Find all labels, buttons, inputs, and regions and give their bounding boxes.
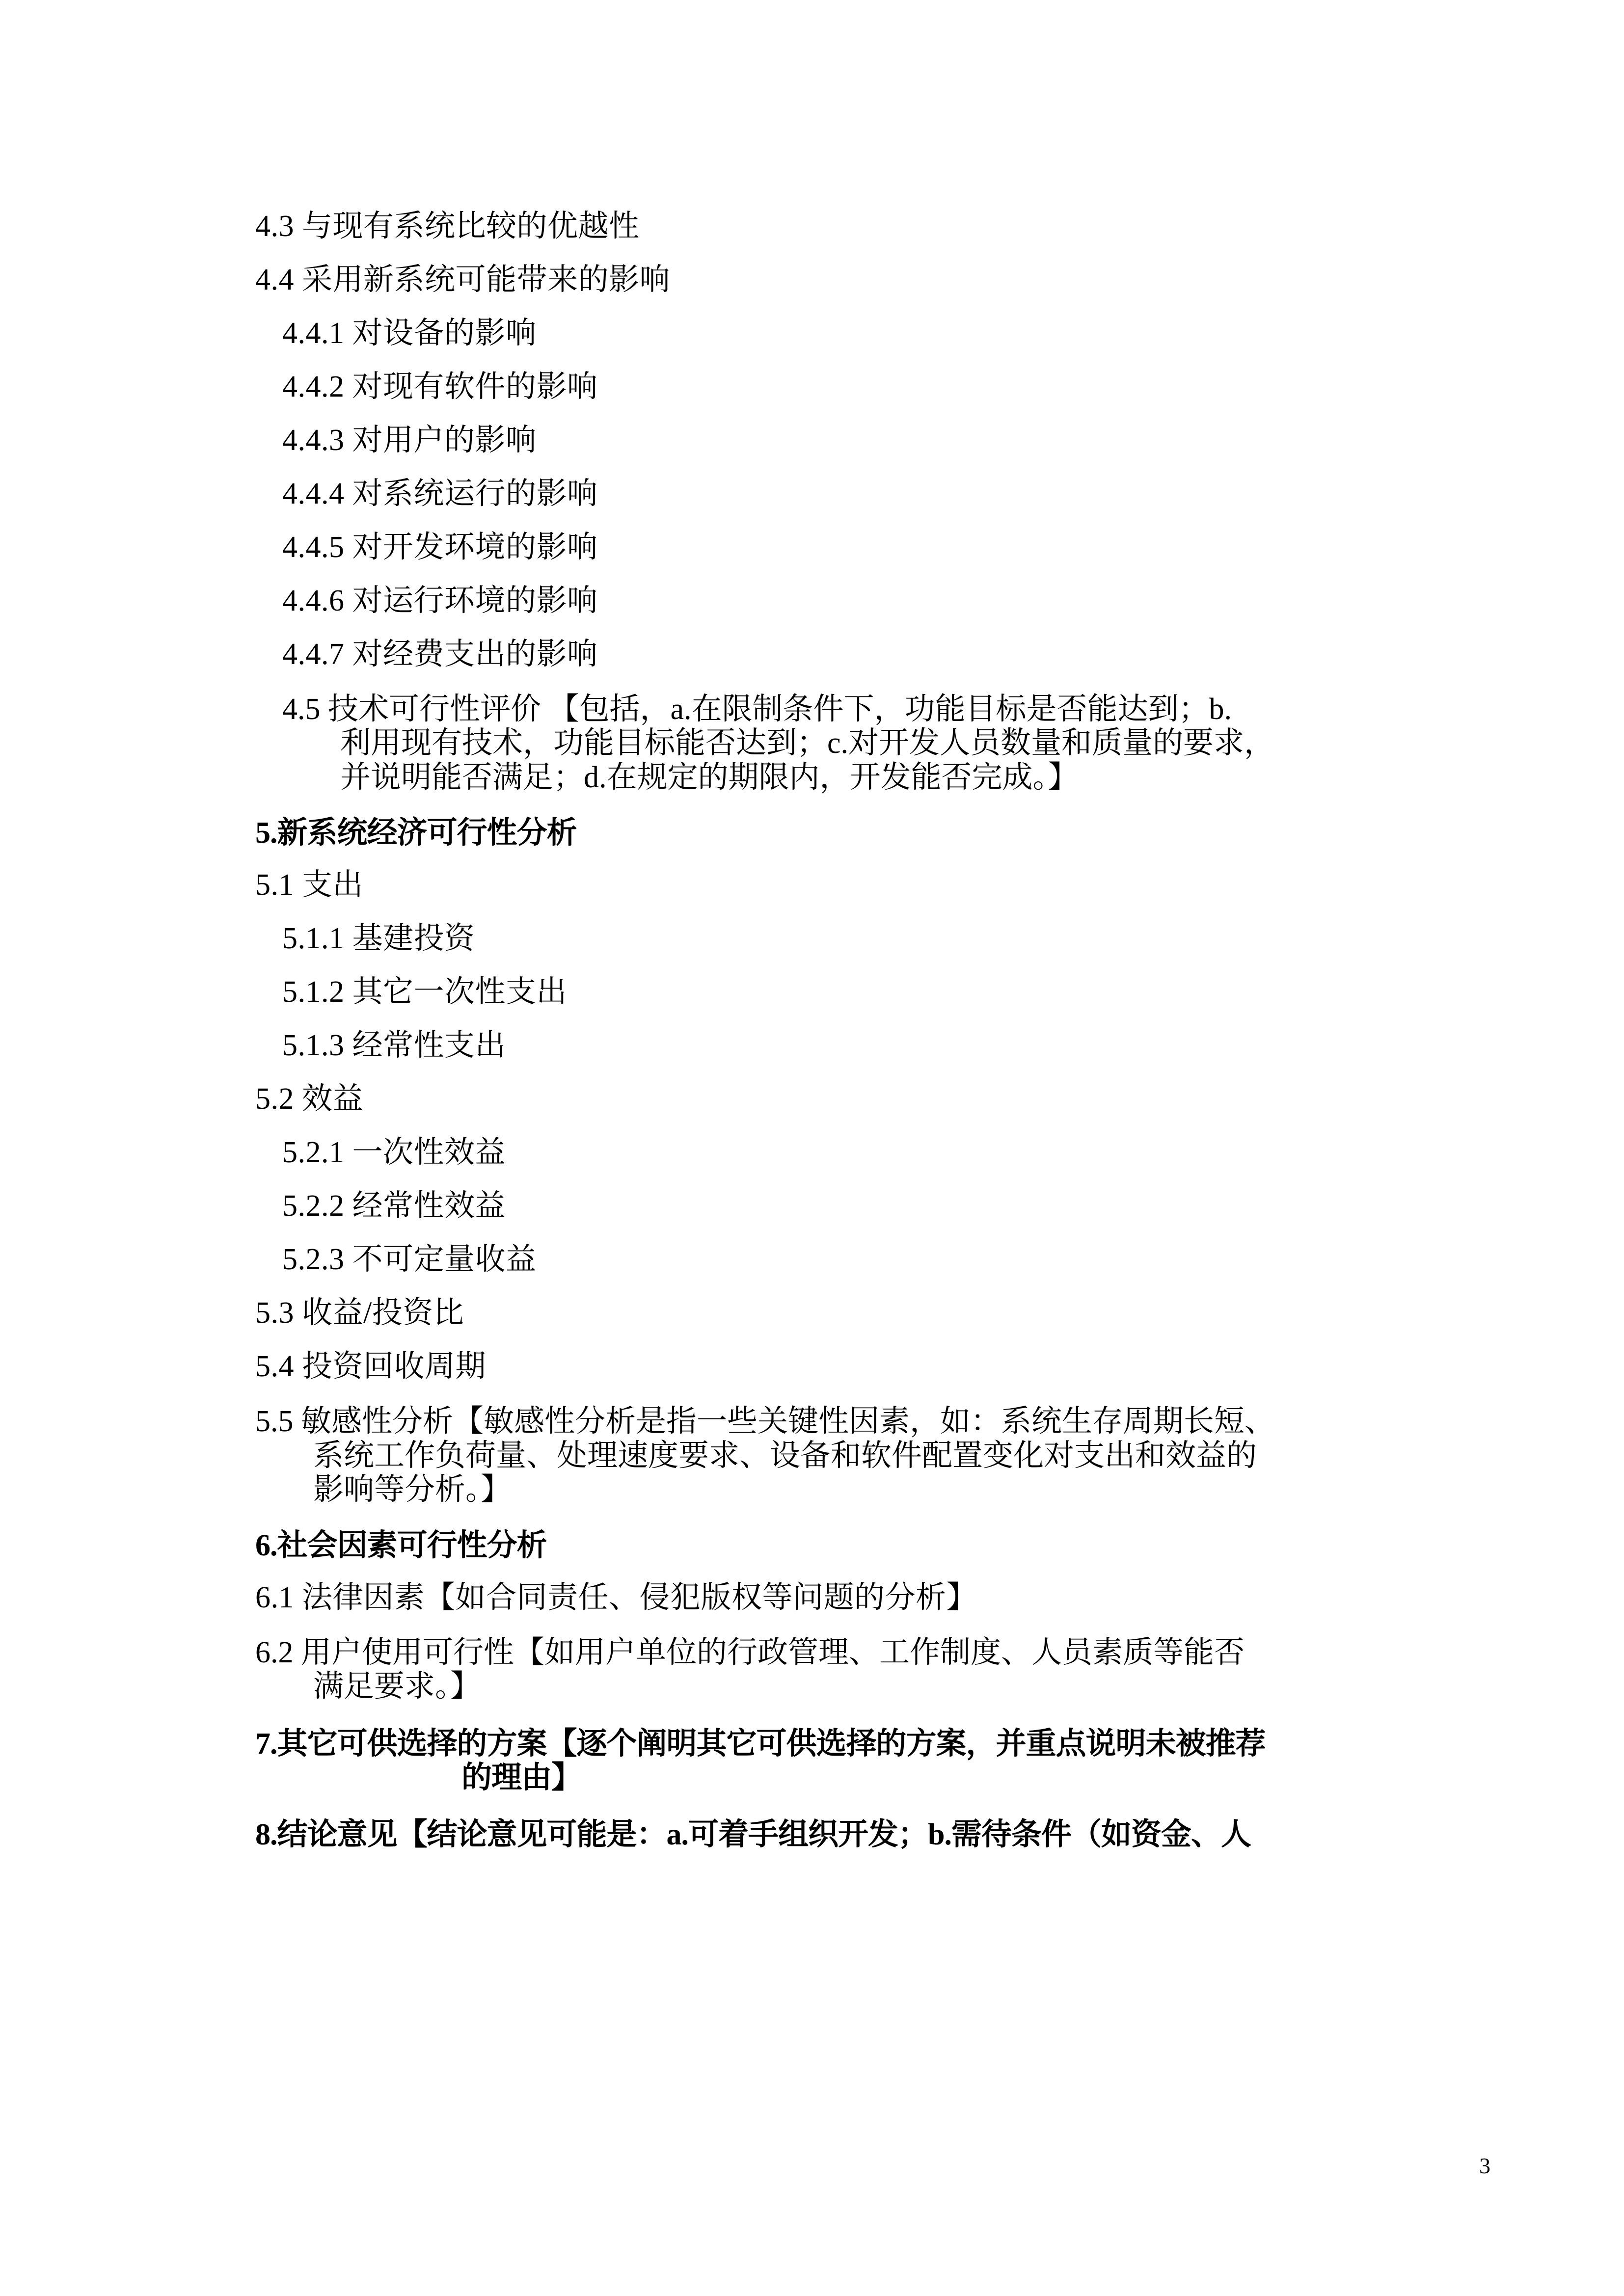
outline-item-5-1-3: 5.1.3 经常性支出 [282, 1029, 506, 1063]
outline-item-6-1: 6.1 法律因素【如合同责任、侵犯版权等问题的分析】 [255, 1580, 977, 1614]
section-heading-8 [255, 1818, 1477, 1852]
section-7-line-1: 7.其它可供选择的方案【逐个阐明其它可供选择的方案，并重点说明未被推荐 [255, 1727, 1266, 1761]
outline-item-5-5-line-2: 系统工作负荷量、处理速度要求、设备和软件配置变化对支出和效益的 [313, 1439, 1257, 1472]
section-heading-5: 5.新系统经济可行性分析 [255, 816, 577, 850]
outline-item-4-4-1: 4.4.1 对设备的影响 [282, 317, 537, 350]
section-heading-6: 6.社会因素可行性分析 [255, 1528, 547, 1562]
outline-item-5-1: 5.1 支出 [255, 868, 364, 902]
outline-item-5-5-line-1: 5.5 敏感性分析【敏感性分析是指一些关键性因素，如：系统生存周期长短、 [255, 1405, 1275, 1439]
outline-item-5-3: 5.3 收益/投资比 [255, 1296, 464, 1330]
outline-item-4-4-6: 4.4.6 对运行环境的影响 [282, 584, 598, 617]
outline-item-5-5 [255, 1405, 1477, 1507]
outline-item-5-1-2: 5.1.2 其它一次性支出 [282, 975, 568, 1009]
outline-item-4-3: 4.3 与现有系统比较的优越性 [255, 210, 640, 243]
outline-item-4-4-3: 4.4.3 对用户的影响 [282, 424, 537, 457]
outline-item-4-5 [255, 693, 1477, 795]
section-heading-7 [255, 1727, 1477, 1795]
outline-item-6-2-line-1: 6.2 用户使用可行性【如用户单位的行政管理、工作制度、人员素质等能否 [255, 1635, 1245, 1669]
outline-item-4-4-2: 4.4.2 对现有软件的影响 [282, 370, 598, 403]
outline-item-5-4: 5.4 投资回收周期 [255, 1350, 487, 1384]
outline-item-4-4-7: 4.4.7 对经费支出的影响 [282, 638, 598, 671]
outline-item-5-5-line-3: 影响等分析。】 [313, 1473, 512, 1507]
outline-item-5-2: 5.2 效益 [255, 1082, 364, 1116]
outline-item-5-2-1: 5.2.1 一次性效益 [282, 1136, 506, 1170]
section-7-line-2: 的理由】 [461, 1761, 582, 1794]
outline-item-4-5-line-3: 并说明能否满足；d.在规定的期限内，开发能否完成。】 [340, 760, 1079, 794]
section-8-line-1: 8.结论意见【结论意见可能是：a.可着手组织开发；b.需待条件（如资金、人 [255, 1818, 1251, 1852]
outline-item-6-2 [255, 1636, 1477, 1704]
outline-item-4-5-line-2: 利用现有技术，功能目标能否达到；c.对开发人员数量和质量的要求， [340, 726, 1275, 760]
outline-item-4-4-5: 4.4.5 对开发环境的影响 [282, 531, 598, 564]
page-number: 3 [1479, 2153, 1490, 2178]
outline-item-5-2-3: 5.2.3 不可定量收益 [282, 1243, 537, 1277]
outline-item-6-2-line-2: 满足要求。】 [313, 1670, 481, 1704]
outline-item-4-4: 4.4 采用新系统可能带来的影响 [255, 263, 671, 296]
outline-item-5-1-1: 5.1.1 基建投资 [282, 922, 475, 956]
outline-item-4-5-line-1: 4.5 技术可行性评价 【包括，a.在限制条件下，功能目标是否能达到；b. [282, 693, 1232, 726]
outline-item-5-2-2: 5.2.2 经常性效益 [282, 1189, 506, 1223]
outline-item-4-4-4: 4.4.4 对系统运行的影响 [282, 477, 598, 510]
